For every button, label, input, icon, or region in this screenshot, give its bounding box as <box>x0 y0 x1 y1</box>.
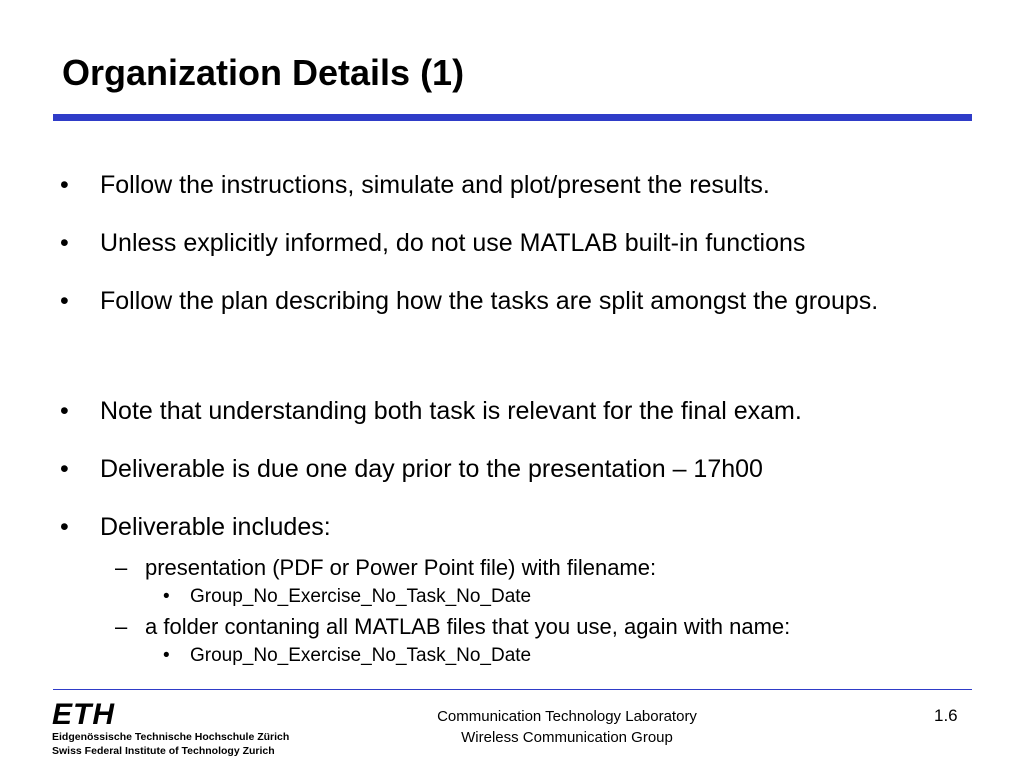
slide-title: Organization Details (1) <box>62 52 465 93</box>
bullet-marker: • <box>60 455 69 483</box>
bullet-item <box>60 274 920 328</box>
filename-pattern: Group_No_Exercise_No_Task_No_Date <box>190 586 532 607</box>
sub-item <box>115 555 657 581</box>
bullet-marker: • <box>60 171 69 199</box>
bullet-text: Note that understanding both task is relevant for the final exam. <box>100 397 802 425</box>
title-divider <box>53 114 972 121</box>
sub-sub-item <box>163 585 532 609</box>
group-name: Wireless Communication Group <box>461 729 673 746</box>
bullet-item <box>60 500 920 554</box>
bullet-item <box>60 158 920 212</box>
bullet-text: Follow the instructions, simulate and plot/present the results. <box>100 171 770 199</box>
bullet-marker: • <box>163 586 170 607</box>
institution-name-en: Swiss Federal Institute of Technology Zurich <box>52 745 275 757</box>
bullet-item <box>60 384 920 438</box>
bullet-text: Deliverable is due one day prior to the presentation – 17h00 <box>100 455 763 483</box>
bullet-marker: • <box>60 229 69 257</box>
bullet-item <box>60 216 920 270</box>
eth-logo <box>52 700 289 758</box>
bullet-marker: • <box>60 513 69 541</box>
page-number: 1.6 <box>934 706 958 725</box>
bullet-item <box>60 442 920 496</box>
lab-name: Communication Technology Laboratory <box>437 708 697 725</box>
bullet-marker: • <box>163 645 170 666</box>
bullet-marker: • <box>60 397 69 425</box>
footer-affiliation <box>367 706 767 748</box>
sub-item <box>115 614 791 640</box>
bullet-text: Follow the plan describing how the tasks are split amongst the groups. <box>100 287 879 315</box>
sub-item-text: presentation (PDF or Power Point file) with filename: <box>145 555 657 580</box>
bullet-marker: • <box>60 287 69 315</box>
sub-marker: – <box>115 614 128 639</box>
footer-divider <box>53 689 972 690</box>
eth-wordmark: ETH <box>52 698 115 731</box>
bullet-text: Deliverable includes: <box>100 513 331 541</box>
filename-pattern: Group_No_Exercise_No_Task_No_Date <box>190 645 532 666</box>
sub-item-text: a folder contaning all MATLAB files that you use, again with name: <box>145 614 791 639</box>
sub-marker: – <box>115 555 128 580</box>
bullet-text: Unless explicitly informed, do not use MATLAB built-in functions <box>100 229 806 257</box>
institution-name-de: Eidgenössische Technische Hochschule Zürich <box>52 731 290 743</box>
sub-sub-item <box>163 644 532 668</box>
